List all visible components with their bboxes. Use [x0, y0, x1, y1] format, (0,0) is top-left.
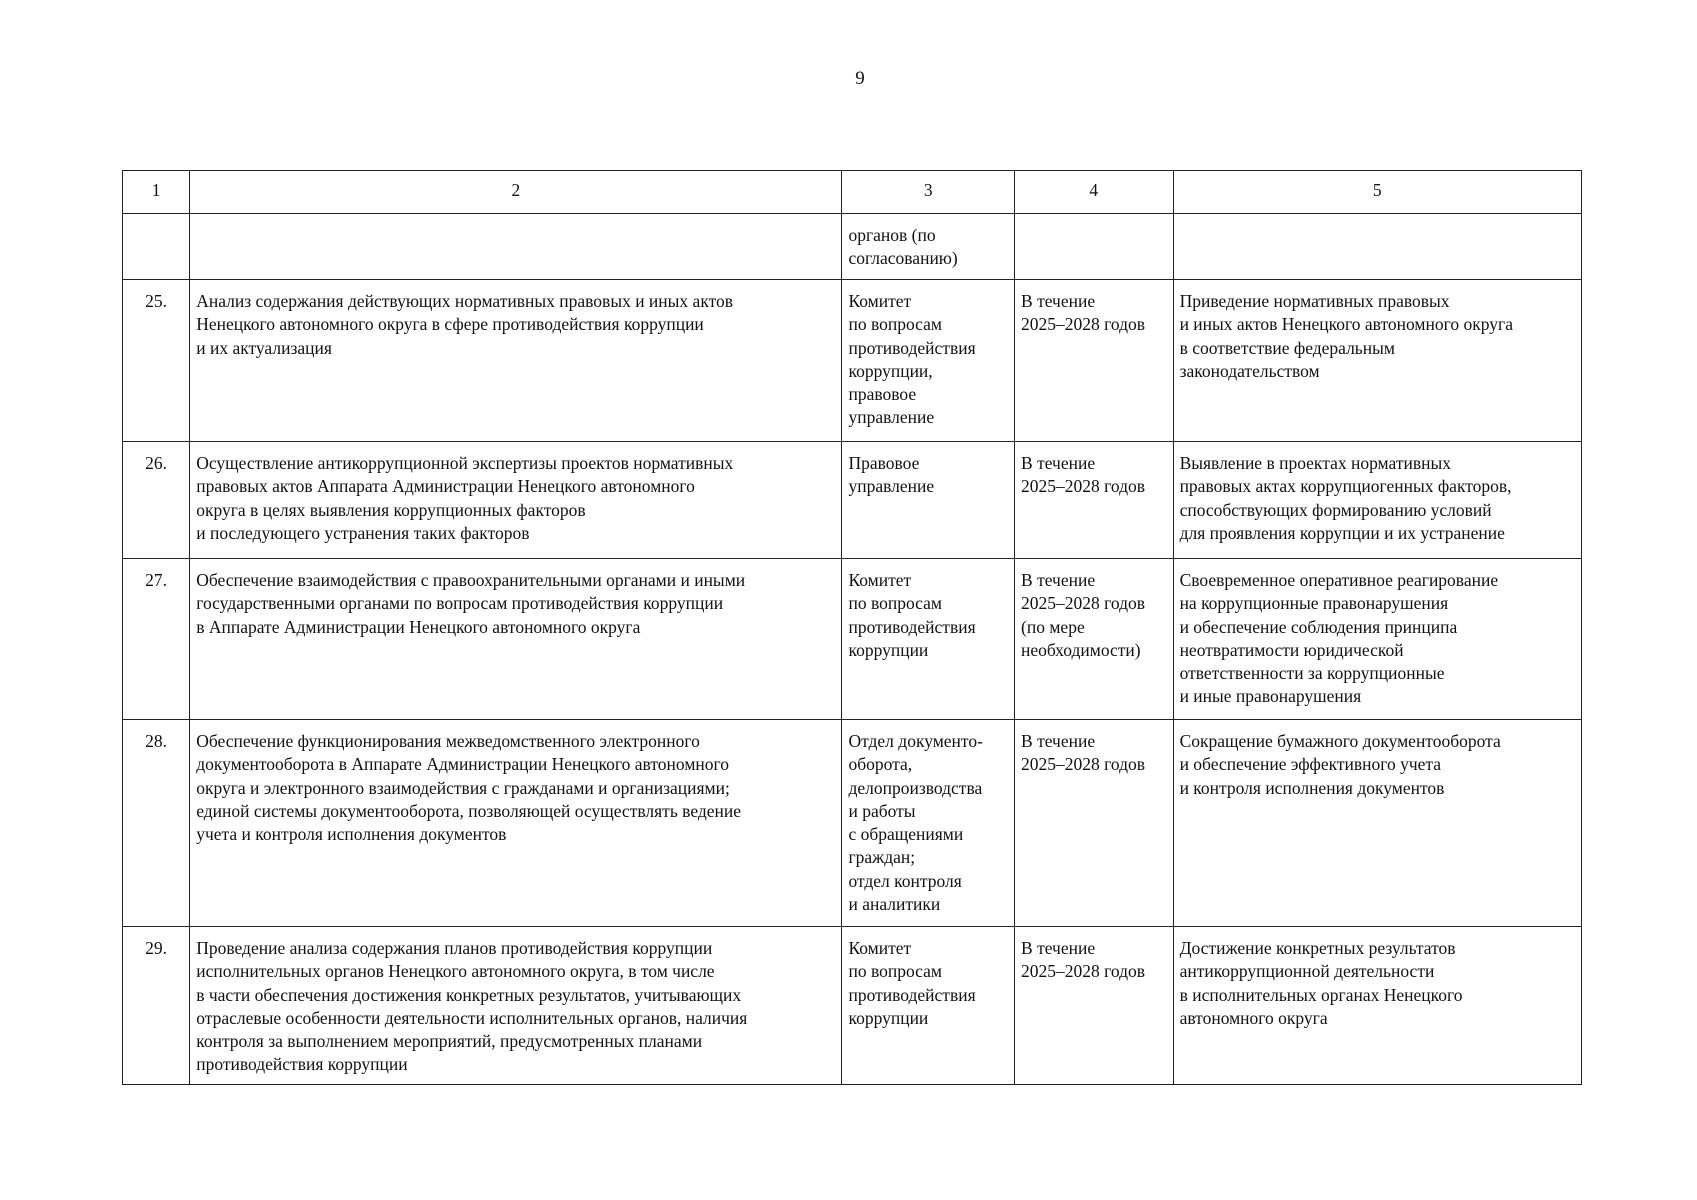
row-responsible: Правовое управление [842, 442, 1015, 559]
column-number-1: 1 [123, 171, 190, 214]
row-term: В течение 2025–2028 годов [1015, 280, 1174, 442]
row-number: 29. [123, 927, 190, 1085]
row-responsible: Отдел документо- оборота, делопроизводства и работы с обращениями граждан; отдел контроля и аналитики [842, 720, 1015, 927]
row-action: Обеспечение взаимодействия с правоохранительными органами и иными государственными органами по вопросам противодействия коррупции в Аппарате Администрации Ненецкого автономного округа [190, 559, 842, 720]
row-result: Сокращение бумажного документооборота и обеспечение эффективного учета и контроля исполнения документов [1173, 720, 1581, 927]
row-term: В течение 2025–2028 годов (по мере необходимости) [1015, 559, 1174, 720]
column-number-3: 3 [842, 171, 1015, 214]
column-number-4: 4 [1015, 171, 1174, 214]
row-result: Выявление в проектах нормативных правовых актах коррупциогенных факторов, способствующих формированию условий для проявления коррупции и их устранение [1173, 442, 1581, 559]
row-action [190, 214, 842, 280]
row-action: Проведение анализа содержания планов противодействия коррупции исполнительных органов Ненецкого автономного округа, в том числе в части обеспечения достижения конкретных результатов, учитывающих отраслевые особенности деятельности исполнительных органов, наличия контроля за выполнением мероприятий, предусмотренных планами противодействия коррупции [190, 927, 842, 1085]
table-header-row [123, 171, 1582, 214]
row-number: 27. [123, 559, 190, 720]
row-number: 25. [123, 280, 190, 442]
row-result: Приведение нормативных правовых и иных актов Ненецкого автономного округа в соответствие федеральным законодательством [1173, 280, 1581, 442]
row-result [1173, 214, 1581, 280]
row-result: Своевременное оперативное реагирование на коррупционные правонарушения и обеспечение соблюдения принципа неотвратимости юридической ответственности за коррупционные и иные правонарушения [1173, 559, 1581, 720]
row-responsible: Комитет по вопросам противодействия коррупции [842, 559, 1015, 720]
table-row-continuation [123, 214, 1582, 280]
row-action: Обеспечение функционирования межведомственного электронного документооборота в Аппарате Администрации Ненецкого автономного округа и электронного взаимодействия с гражданами и организациями; единой системы документооборота, позволяющей осуществлять ведение учета и контроля исполнения документов [190, 720, 842, 927]
row-action: Анализ содержания действующих нормативных правовых и иных актов Ненецкого автономного округа в сфере противодействия коррупции и их актуализация [190, 280, 842, 442]
table-row [123, 442, 1582, 559]
row-number: 28. [123, 720, 190, 927]
column-number-2: 2 [190, 171, 842, 214]
row-term [1015, 214, 1174, 280]
row-number: 26. [123, 442, 190, 559]
row-result: Достижение конкретных результатов антикоррупционной деятельности в исполнительных органах Ненецкого автономного округа [1173, 927, 1581, 1085]
page-number: 9 [855, 68, 865, 89]
table-row [123, 927, 1582, 1085]
row-responsible: органов (по согласованию) [842, 214, 1015, 280]
table-row [123, 720, 1582, 927]
row-term: В течение 2025–2028 годов [1015, 720, 1174, 927]
column-number-5: 5 [1173, 171, 1581, 214]
table-row [123, 559, 1582, 720]
table-row [123, 280, 1582, 442]
row-term: В течение 2025–2028 годов [1015, 927, 1174, 1085]
row-term: В течение 2025–2028 годов [1015, 442, 1174, 559]
row-responsible: Комитет по вопросам противодействия коррупции, правовое управление [842, 280, 1015, 442]
row-number [123, 214, 190, 280]
row-responsible: Комитет по вопросам противодействия коррупции [842, 927, 1015, 1085]
row-action: Осуществление антикоррупционной экспертизы проектов нормативных правовых актов Аппарата Администрации Ненецкого автономного округа в целях выявления коррупционных факторов и последующего устранения таких факторов [190, 442, 842, 559]
measures-table [122, 170, 1582, 1085]
